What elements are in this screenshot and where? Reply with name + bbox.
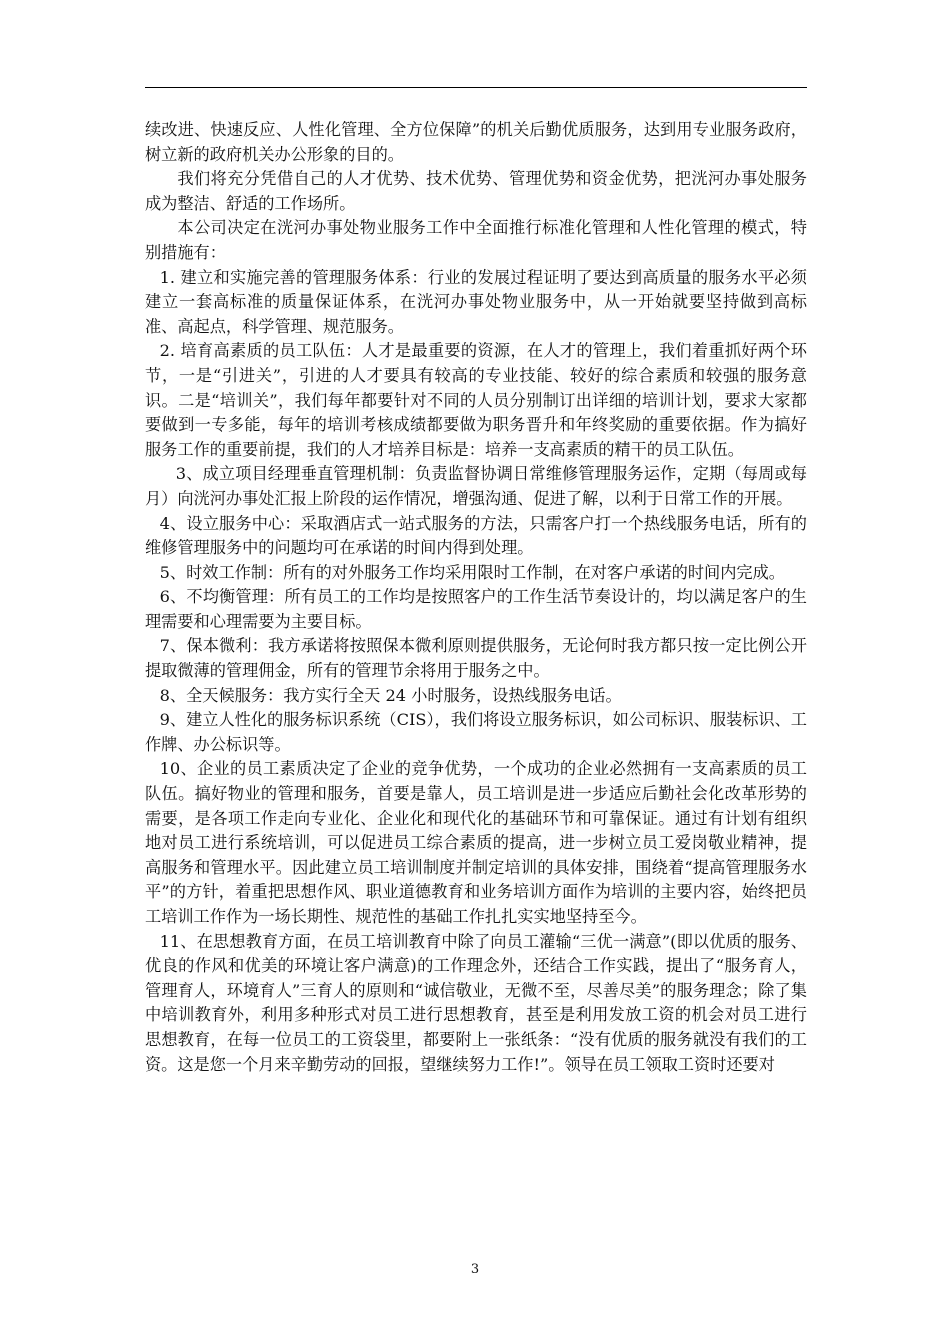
measure-item-9: 9、建立人性化的服务标识系统（CIS），我们将设立服务标识，如公司标识、服装标识、工作牌、办公标识等。 [145,710,807,754]
header-rule [145,87,807,88]
measure-item-10: 10、企业的员工素质决定了企业的竞争优势，一个成功的企业必然拥有一支高素质的员工队伍。搞好物业的管理和服务，首要是靠人，员工培训是进一步适应后勤社会化改革形势的需要，是各项工作走向专业化、企业化和现代化的基础环节和可靠保证。通过有计划有组织地对员工进行系统培训，可以促进员工综合素质的提高，进一步树立员工爱岗敬业精神，提高服务和管理水平。因此建立员工培训制度并制定培训的具体安排，围绕着“提高管理服务水平”的方针，着重把思想作风、职业道德教育和业务培训方面作为培训的主要内容，始终把员工培训工作作为一场长期性、规范性的基础工作扎扎实实地坚持至今。 [145,759,807,926]
paragraph-continuation: 续改进、快速反应、人性化管理、全方位保障”的机关后勤优质服务，达到用专业服务政府，树立新的政府机关办公形象的目的。 [145,120,807,164]
measure-item-3: 3、成立项目经理垂直管理机制：负责监督协调日常维修管理服务运作，定期（每周或每月）向洸河办事处汇报上阶段的运作情况，增强沟通、促进了解，以利于日常工作的开展。 [145,464,807,508]
measure-item-4: 4、设立服务中心：采取酒店式一站式服务的方法，只需客户打一个热线服务电话，所有的维修管理服务中的问题均可在承诺的时间内得到处理。 [145,513,807,558]
measure-item-7: 7、保本微利：我方承诺将按照保本微利原则提供服务，无论何时我方都只按一定比例公开提取微薄的管理佣金，所有的管理节余将用于服务之中。 [145,636,807,681]
measure-item-11: 11、在思想教育方面，在员工培训教育中除了向员工灌输“三优一满意”(即以优质的服务、优良的作风和优美的环境让客户满意)的工作理念外，还结合工作实践，提出了“服务育人，管理育人，环境育人”三育人的原则和“诚信敬业，无微不至，尽善尽美”的服务理念；除了集中培训教育外，利用多种形式对员工进行思想教育，甚至是利用发放工资的机会对员工进行思想教育，在每一位员工的工资袋里，都要附上一张纸条：“没有优质的服务就没有我们的工资。这是您一个月来辛勤劳动的回报，望继续努力工作!”。领导在员工领取工资时还要对 [145,931,807,1074]
page-number: 3 [470,1262,480,1277]
paragraph-advantages: 我们将充分凭借自己的人才优势、技术优势、管理优势和资金优势，把洸河办事处服务成为整洁、舒适的工作场所。 [145,169,807,213]
document-body [145,118,807,1077]
measure-item-1: 1. 建立和实施完善的管理服务体系：行业的发展过程证明了要达到高质量的服务水平必须建立一套高标准的质量保证体系，在洸河办事处物业服务中，从一开始就要坚持做到高标准、高起点，科学管理、规范服务。 [145,267,807,336]
measure-item-5: 5、时效工作制：所有的对外服务工作均采用限时工作制，在对客户承诺的时间内完成。 [159,562,785,582]
measure-item-2: 2. 培育高素质的员工队伍：人才是最重要的资源，在人才的管理上，我们着重抓好两个环节，一是“引进关”，引进的人才要具有较高的专业技能、较好的综合素质和较强的服务意识。二是“培训关”，我们每年都要针对不同的人员分别制订出详细的培训计划，要求大家都要做到一专多能，每年的培训考核成绩都要做为职务晋升和年终奖励的重要依据。作为搞好服务工作的重要前提，我们的人才培养目标是：培养一支高素质的精干的员工队伍。 [145,341,807,459]
measure-item-6: 6、不均衡管理：所有员工的工作均是按照客户的工作生活节奏设计的，均以满足客户的生理需要和心理需要为主要目标。 [145,587,807,631]
measure-item-8: 8、全天候服务：我方实行全天 24 小时服务，设热线服务电话。 [159,685,622,705]
paragraph-measures-intro: 本公司决定在洸河办事处物业服务工作中全面推行标准化管理和人性化管理的模式，特别措施有： [145,218,807,262]
